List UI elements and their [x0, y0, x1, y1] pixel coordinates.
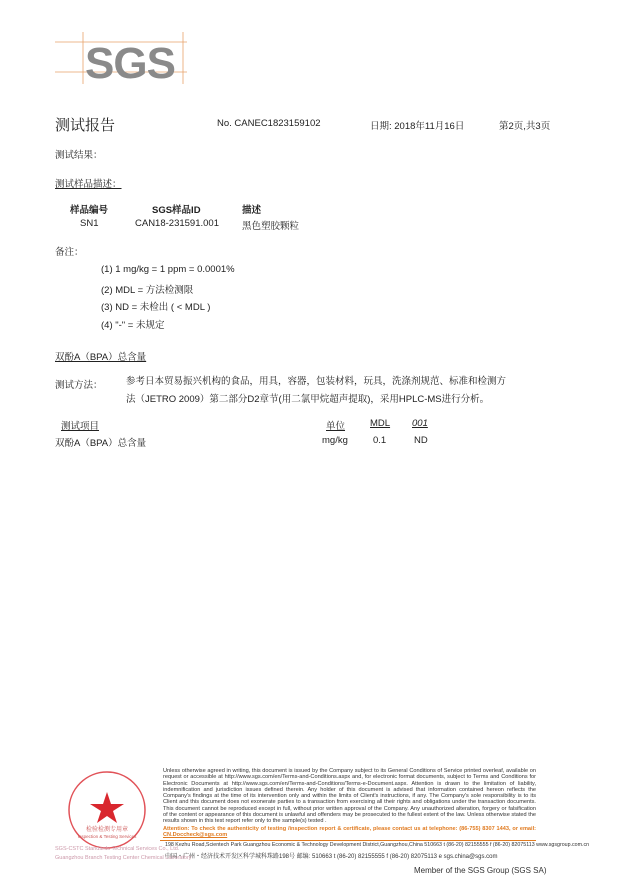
method-text-line: 法（JETRO 2009）第二部分D2章节(用二氯甲烷超声提取)，采用HPLC-MS进行分析。: [126, 394, 490, 405]
table-cell-result: ND: [414, 435, 428, 446]
footer-address-cn: 中国・广州・经济技术开发区科学城科珠路198号 邮编: 510663 t (86-20) 82155555 f (86-20) 82075113 e sgs.china@sgs.com: [165, 854, 498, 860]
footer-address-en: 198 Kezhu Road,Scientech Park Guangzhou Economic & Technology Development District,Guangzhou,China 510663 t (86-20) 82155555 f (86-20) 82075113 www.sgsgroup.com.cn: [165, 842, 590, 848]
svg-text:检验检测专用章: 检验检测专用章: [85, 827, 129, 833]
report-number: No. CANEC1823159102: [217, 118, 321, 129]
table-cell-mdl: 0.1: [373, 435, 387, 446]
report-date: 日期: 2018年11月16日: [370, 121, 465, 132]
footer-disclaimer: Unless otherwise agreed in writing, this document is issued by the Company subject to its General Conditions of Service printed overleaf, available on request or accessible at http://www.sgs.com/en/Terms-and-Conditions.aspx and, for electronic format documents, subject to Terms and Conditions for Electronic Documents at http://www.sgs.com/en/Terms-and-Conditions/Terms-e-Document.aspx. Attention is drawn to the limitation of liability, indemnification and jurisdiction issues defined therein. Any holder of this document is advised that information contained hereon reflects the Company's findings at the time of its intervention only and within the limits of Client's instructions, if any. The Company's sole responsibility is to its Client and this document does not exonerate parties to a transaction from exercising all their rights and obligations under the transaction documents. This document cannot be reproduced except in full, without prior written approval of the Company. Any unauthorized alteration, forgery or falsification of the content or appearance of this document is unlawful and offenders may be prosecuted to the fullest extent of the law. Unless otherwise stated the results shown in this test report refer only to the sample(s) tested .: [163, 768, 536, 825]
method-text-line: 参考日本贸易振兴机构的食品，用具，容器，包装材料，玩具，洗涤剂规范、标准和检测方: [126, 376, 507, 387]
sample-col-number: 样品编号: [70, 205, 109, 216]
sample-id: CAN18-231591.001: [135, 218, 219, 229]
sample-description: 黑色塑胶颗粒: [242, 221, 300, 232]
attention-text: Attention: To check the authenticity of testing /inspection report & certificate, please contact us at telephone: (86-755) 8307 1443, or email:: [163, 826, 536, 832]
table-cell-unit: mg/kg: [322, 435, 348, 446]
footer-divider: [160, 840, 536, 841]
note-item: (4) "-" = 未规定: [101, 320, 165, 331]
svg-text:Guangzhou Branch Testing Cente: Guangzhou Branch Testing Center Chemical Laboratory: [55, 855, 192, 861]
note-item: (2) MDL = 方法检测限: [101, 285, 194, 296]
svg-text:SGS: SGS: [85, 39, 175, 88]
sample-section-title: 测试样品描述：: [55, 179, 122, 190]
sample-col-id: SGS样品ID: [152, 205, 201, 216]
notes-label: 备注：: [55, 247, 84, 258]
results-label: 测试结果：: [55, 150, 103, 161]
sample-col-desc: 描述: [242, 205, 262, 216]
svg-text:SGS-CSTC Standards Technical S: SGS-CSTC Standards Technical Services Co., Ltd.: [55, 846, 180, 852]
report-title: 测试报告: [55, 117, 116, 134]
footer-attention: [163, 826, 536, 839]
page-indicator: 第2页,共3页: [499, 121, 551, 132]
note-item: (1) 1 mg/kg = 1 ppm = 0.0001%: [101, 264, 235, 275]
table-cell-item: 双酚A（BPA）总含量: [55, 438, 147, 449]
table-header-item: 测试项目: [61, 421, 100, 432]
method-label: 测试方法：: [55, 380, 103, 391]
svg-text:Inspection & Testing Services: Inspection & Testing Services: [77, 834, 137, 839]
attention-email-link[interactable]: CN.Doccheck@sgs.com: [163, 832, 228, 839]
table-header-unit: 单位: [326, 421, 346, 432]
table-header-mdl: MDL: [370, 418, 391, 429]
bpa-section-title: 双酚A（BPA）总含量: [55, 352, 147, 363]
company-stamp: [55, 768, 192, 863]
sgs-logo: [55, 32, 187, 88]
sample-number: SN1: [80, 218, 99, 229]
note-item: (3) ND = 未检出 ( < MDL ): [101, 302, 211, 313]
sgs-group-member: Member of the SGS Group (SGS SA): [414, 866, 547, 875]
table-header-sample: 001: [412, 418, 428, 429]
